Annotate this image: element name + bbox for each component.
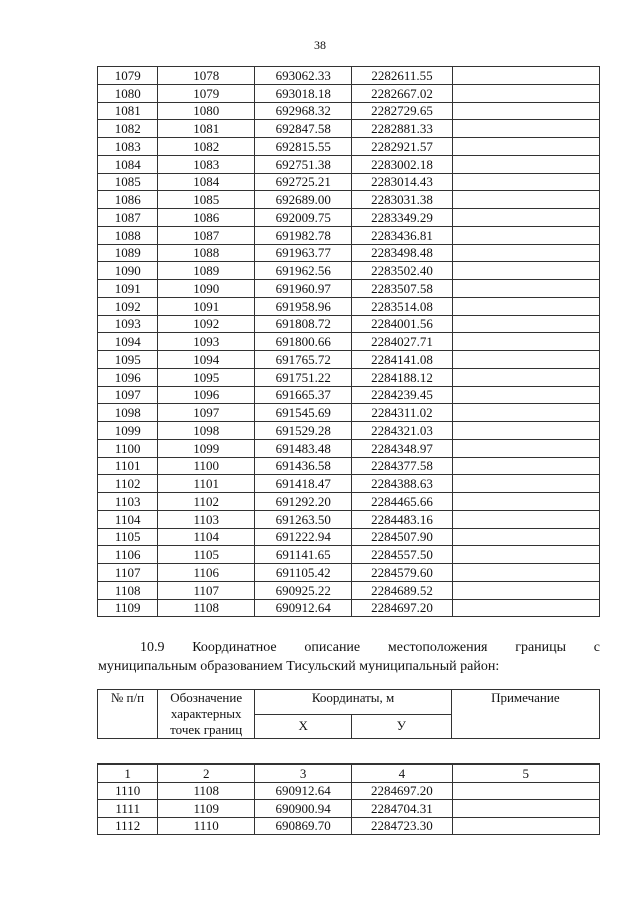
table-cell: 1092 xyxy=(98,297,158,315)
table-cell: 1097 xyxy=(158,404,255,422)
table-cell: 1093 xyxy=(98,315,158,333)
table-cell: 2283031.38 xyxy=(352,191,452,209)
table-cell: 1110 xyxy=(158,817,255,835)
header-x: X xyxy=(255,714,352,739)
section-heading-line2: муниципальным образованием Тисульский муниципальный район: xyxy=(98,659,500,674)
boundary-table-header xyxy=(97,689,600,739)
table-cell xyxy=(452,510,599,528)
table-cell: 2284027.71 xyxy=(352,333,452,351)
table-cell: 1087 xyxy=(98,209,158,227)
table-row xyxy=(98,510,600,528)
table-cell xyxy=(452,155,599,173)
table-cell: 693018.18 xyxy=(255,84,352,102)
table-cell: 2284321.03 xyxy=(352,422,452,440)
table-cell: 2284239.45 xyxy=(352,386,452,404)
table-cell: 1097 xyxy=(98,386,158,404)
table-row xyxy=(98,84,600,102)
table-cell: 1091 xyxy=(158,297,255,315)
table-cell: 1079 xyxy=(98,67,158,85)
table-cell: 691292.20 xyxy=(255,493,352,511)
section-word: 10.9 xyxy=(140,640,165,655)
table-row xyxy=(98,226,600,244)
table-row xyxy=(98,297,600,315)
table-cell: 2284001.56 xyxy=(352,315,452,333)
table-cell: 1090 xyxy=(98,262,158,280)
table-cell: 2284465.66 xyxy=(352,493,452,511)
table-cell: 1108 xyxy=(98,581,158,599)
table-cell xyxy=(452,209,599,227)
table-cell: 1104 xyxy=(98,510,158,528)
table-cell: 2284689.52 xyxy=(352,581,452,599)
coordinates-table-continued xyxy=(97,66,600,617)
table-cell: 1103 xyxy=(158,510,255,528)
table-cell: 692815.55 xyxy=(255,138,352,156)
table-cell xyxy=(452,351,599,369)
table-cell: 2284697.20 xyxy=(352,782,452,800)
table-row xyxy=(98,191,600,209)
table-row xyxy=(98,315,600,333)
header-y: У xyxy=(352,714,452,739)
table-cell: 2283514.08 xyxy=(352,297,452,315)
table-cell: 1091 xyxy=(98,280,158,298)
table-cell xyxy=(452,404,599,422)
coordinates-table-body xyxy=(98,67,600,617)
table-cell: 1104 xyxy=(158,528,255,546)
boundary-table xyxy=(97,763,600,835)
table-cell: 2284141.08 xyxy=(352,351,452,369)
table-cell: 1088 xyxy=(98,226,158,244)
table-cell: 691765.72 xyxy=(255,351,352,369)
table-cell xyxy=(452,457,599,475)
table-cell xyxy=(452,244,599,262)
table-cell: 692751.38 xyxy=(255,155,352,173)
table-row xyxy=(98,262,600,280)
table-row xyxy=(98,120,600,138)
table-cell: 690869.70 xyxy=(255,817,352,835)
table-cell: 1096 xyxy=(158,386,255,404)
table-cell: 1093 xyxy=(158,333,255,351)
table-cell: 692847.58 xyxy=(255,120,352,138)
table-cell: 2282611.55 xyxy=(352,67,452,85)
table-cell: 2284483.16 xyxy=(352,510,452,528)
table-cell xyxy=(452,439,599,457)
table-cell: 1100 xyxy=(98,439,158,457)
column-number: 2 xyxy=(158,764,255,782)
table-cell: 1108 xyxy=(158,599,255,617)
table-cell: 1092 xyxy=(158,315,255,333)
table-cell: 2284188.12 xyxy=(352,368,452,386)
table-cell: 691529.28 xyxy=(255,422,352,440)
table-cell: 1083 xyxy=(158,155,255,173)
table-row xyxy=(98,351,600,369)
table-cell: 1089 xyxy=(158,262,255,280)
table-row xyxy=(98,782,600,800)
table-cell: 1111 xyxy=(98,800,158,818)
table-cell: 1081 xyxy=(98,102,158,120)
column-number: 1 xyxy=(98,764,158,782)
table-cell: 1086 xyxy=(98,191,158,209)
table-row xyxy=(98,457,600,475)
section-word: описание xyxy=(304,640,361,655)
table-cell xyxy=(452,564,599,582)
table-cell: 1078 xyxy=(158,67,255,85)
table-cell: 690925.22 xyxy=(255,581,352,599)
table-cell: 2284697.20 xyxy=(352,599,452,617)
table-cell: 2284377.58 xyxy=(352,457,452,475)
table-cell: 691960.97 xyxy=(255,280,352,298)
table-cell: 691962.56 xyxy=(255,262,352,280)
table-cell xyxy=(452,581,599,599)
table-cell: 1102 xyxy=(158,493,255,511)
table-cell xyxy=(452,297,599,315)
table-cell: 2283502.40 xyxy=(352,262,452,280)
table-cell: 1107 xyxy=(98,564,158,582)
column-number: 3 xyxy=(255,764,352,782)
table-cell: 2282729.65 xyxy=(352,102,452,120)
table-cell: 1087 xyxy=(158,226,255,244)
table-cell xyxy=(452,422,599,440)
table-row xyxy=(98,599,600,617)
table-cell: 1085 xyxy=(98,173,158,191)
table-cell: 691958.96 xyxy=(255,297,352,315)
table-cell: 1099 xyxy=(158,439,255,457)
table-cell: 2283349.29 xyxy=(352,209,452,227)
table-row xyxy=(98,439,600,457)
table-cell xyxy=(452,280,599,298)
table-row xyxy=(98,244,600,262)
table-cell: 1110 xyxy=(98,782,158,800)
table-cell xyxy=(452,173,599,191)
table-cell: 692689.00 xyxy=(255,191,352,209)
table-row xyxy=(98,817,600,835)
table-cell: 1084 xyxy=(98,155,158,173)
table-cell: 1102 xyxy=(98,475,158,493)
table-cell: 1095 xyxy=(98,351,158,369)
table-cell: 1083 xyxy=(98,138,158,156)
table-cell xyxy=(452,262,599,280)
table-cell: 691483.48 xyxy=(255,439,352,457)
table-cell xyxy=(452,475,599,493)
table-cell: 690900.94 xyxy=(255,800,352,818)
table-row xyxy=(98,800,600,818)
table-cell: 691418.47 xyxy=(255,475,352,493)
table-cell: 2284311.02 xyxy=(352,404,452,422)
table-cell: 2284723.30 xyxy=(352,817,452,835)
table-cell xyxy=(452,138,599,156)
table-cell: 1085 xyxy=(158,191,255,209)
table-cell: 691963.77 xyxy=(255,244,352,262)
table-row xyxy=(98,155,600,173)
table-cell: 1095 xyxy=(158,368,255,386)
table-cell: 691263.50 xyxy=(255,510,352,528)
table-cell xyxy=(452,493,599,511)
table-cell: 1098 xyxy=(158,422,255,440)
table-cell xyxy=(452,817,599,835)
table-cell: 1106 xyxy=(158,564,255,582)
table-cell: 690912.64 xyxy=(255,782,352,800)
table-cell: 1101 xyxy=(158,475,255,493)
section-word: Координатное xyxy=(192,640,277,655)
table-row xyxy=(98,404,600,422)
table-cell: 2283014.43 xyxy=(352,173,452,191)
table-cell: 1080 xyxy=(98,84,158,102)
table-cell: 691800.66 xyxy=(255,333,352,351)
header-num: № п/п xyxy=(98,690,158,739)
table-row xyxy=(98,209,600,227)
table-cell: 1082 xyxy=(98,120,158,138)
table-row xyxy=(98,528,600,546)
table-cell: 692968.32 xyxy=(255,102,352,120)
table-cell: 1094 xyxy=(98,333,158,351)
table-cell: 691982.78 xyxy=(255,226,352,244)
table-cell: 1096 xyxy=(98,368,158,386)
table-cell: 691222.94 xyxy=(255,528,352,546)
table-cell xyxy=(452,226,599,244)
table-row xyxy=(98,581,600,599)
table-cell: 691105.42 xyxy=(255,564,352,582)
table-cell xyxy=(452,782,599,800)
table-cell: 2284557.50 xyxy=(352,546,452,564)
table-cell: 1090 xyxy=(158,280,255,298)
table-cell xyxy=(452,546,599,564)
table-cell: 2283507.58 xyxy=(352,280,452,298)
table-row xyxy=(98,280,600,298)
table-cell: 2284579.60 xyxy=(352,564,452,582)
table-cell: 690912.64 xyxy=(255,599,352,617)
table-cell xyxy=(452,120,599,138)
boundary-table-body xyxy=(98,782,600,835)
table-cell: 691436.58 xyxy=(255,457,352,475)
table-cell: 1109 xyxy=(158,800,255,818)
table-cell: 1079 xyxy=(158,84,255,102)
table-cell: 1106 xyxy=(98,546,158,564)
table-row xyxy=(98,386,600,404)
table-cell: 691545.69 xyxy=(255,404,352,422)
table-cell: 1089 xyxy=(98,244,158,262)
table-cell: 2283498.48 xyxy=(352,244,452,262)
table-cell: 1088 xyxy=(158,244,255,262)
table-cell xyxy=(452,315,599,333)
table-row xyxy=(98,102,600,120)
table-row xyxy=(98,333,600,351)
table-cell xyxy=(452,800,599,818)
column-number: 5 xyxy=(452,764,599,782)
table-cell: 2284348.97 xyxy=(352,439,452,457)
table-cell: 1100 xyxy=(158,457,255,475)
table-cell: 2283002.18 xyxy=(352,155,452,173)
table-cell: 1108 xyxy=(158,782,255,800)
table-cell: 1107 xyxy=(158,581,255,599)
section-word: границы xyxy=(515,640,567,655)
table-cell xyxy=(452,67,599,85)
header-coordinates: Координаты, м xyxy=(255,690,451,715)
table-cell: 691808.72 xyxy=(255,315,352,333)
table-row xyxy=(98,173,600,191)
table-cell: 1086 xyxy=(158,209,255,227)
table-cell: 1084 xyxy=(158,173,255,191)
table-cell: 1081 xyxy=(158,120,255,138)
table-cell: 691141.65 xyxy=(255,546,352,564)
table-cell: 2282667.02 xyxy=(352,84,452,102)
table-cell: 2284507.90 xyxy=(352,528,452,546)
table-cell: 1103 xyxy=(98,493,158,511)
table-cell: 1105 xyxy=(98,528,158,546)
section-word: с xyxy=(593,640,600,655)
table-cell xyxy=(452,84,599,102)
section-paragraph xyxy=(98,638,600,676)
header-note: Примечание xyxy=(451,690,599,739)
table-cell xyxy=(452,333,599,351)
table-cell xyxy=(452,102,599,120)
header-designation: Обозначение характерных точек границ xyxy=(157,690,254,739)
table-cell: 1082 xyxy=(158,138,255,156)
table-cell: 2282881.33 xyxy=(352,120,452,138)
table-cell: 1112 xyxy=(98,817,158,835)
column-number: 4 xyxy=(352,764,452,782)
section-heading-line xyxy=(98,638,600,657)
table-cell: 1105 xyxy=(158,546,255,564)
table-cell: 692725.21 xyxy=(255,173,352,191)
page-number: 38 xyxy=(314,38,326,52)
table-row xyxy=(98,422,600,440)
section-word: местоположения xyxy=(387,640,488,655)
table-cell xyxy=(452,386,599,404)
table-cell: 1109 xyxy=(98,599,158,617)
table-row xyxy=(98,67,600,85)
table-row xyxy=(98,368,600,386)
table-cell: 1101 xyxy=(98,457,158,475)
table-cell: 2282921.57 xyxy=(352,138,452,156)
table-cell: 1098 xyxy=(98,404,158,422)
table-row xyxy=(98,564,600,582)
table-cell: 691751.22 xyxy=(255,368,352,386)
table-cell: 2284704.31 xyxy=(352,800,452,818)
table-cell: 2284388.63 xyxy=(352,475,452,493)
table-cell xyxy=(452,368,599,386)
table-cell xyxy=(452,191,599,209)
table-cell: 2283436.81 xyxy=(352,226,452,244)
table-cell: 691665.37 xyxy=(255,386,352,404)
table-row xyxy=(98,546,600,564)
table-cell xyxy=(452,599,599,617)
table-cell: 693062.33 xyxy=(255,67,352,85)
table-row xyxy=(98,493,600,511)
column-number-row xyxy=(98,764,600,782)
table-cell: 1080 xyxy=(158,102,255,120)
table-cell xyxy=(452,528,599,546)
table-cell: 1099 xyxy=(98,422,158,440)
table-row xyxy=(98,138,600,156)
table-cell: 1094 xyxy=(158,351,255,369)
table-row xyxy=(98,475,600,493)
table-cell: 692009.75 xyxy=(255,209,352,227)
